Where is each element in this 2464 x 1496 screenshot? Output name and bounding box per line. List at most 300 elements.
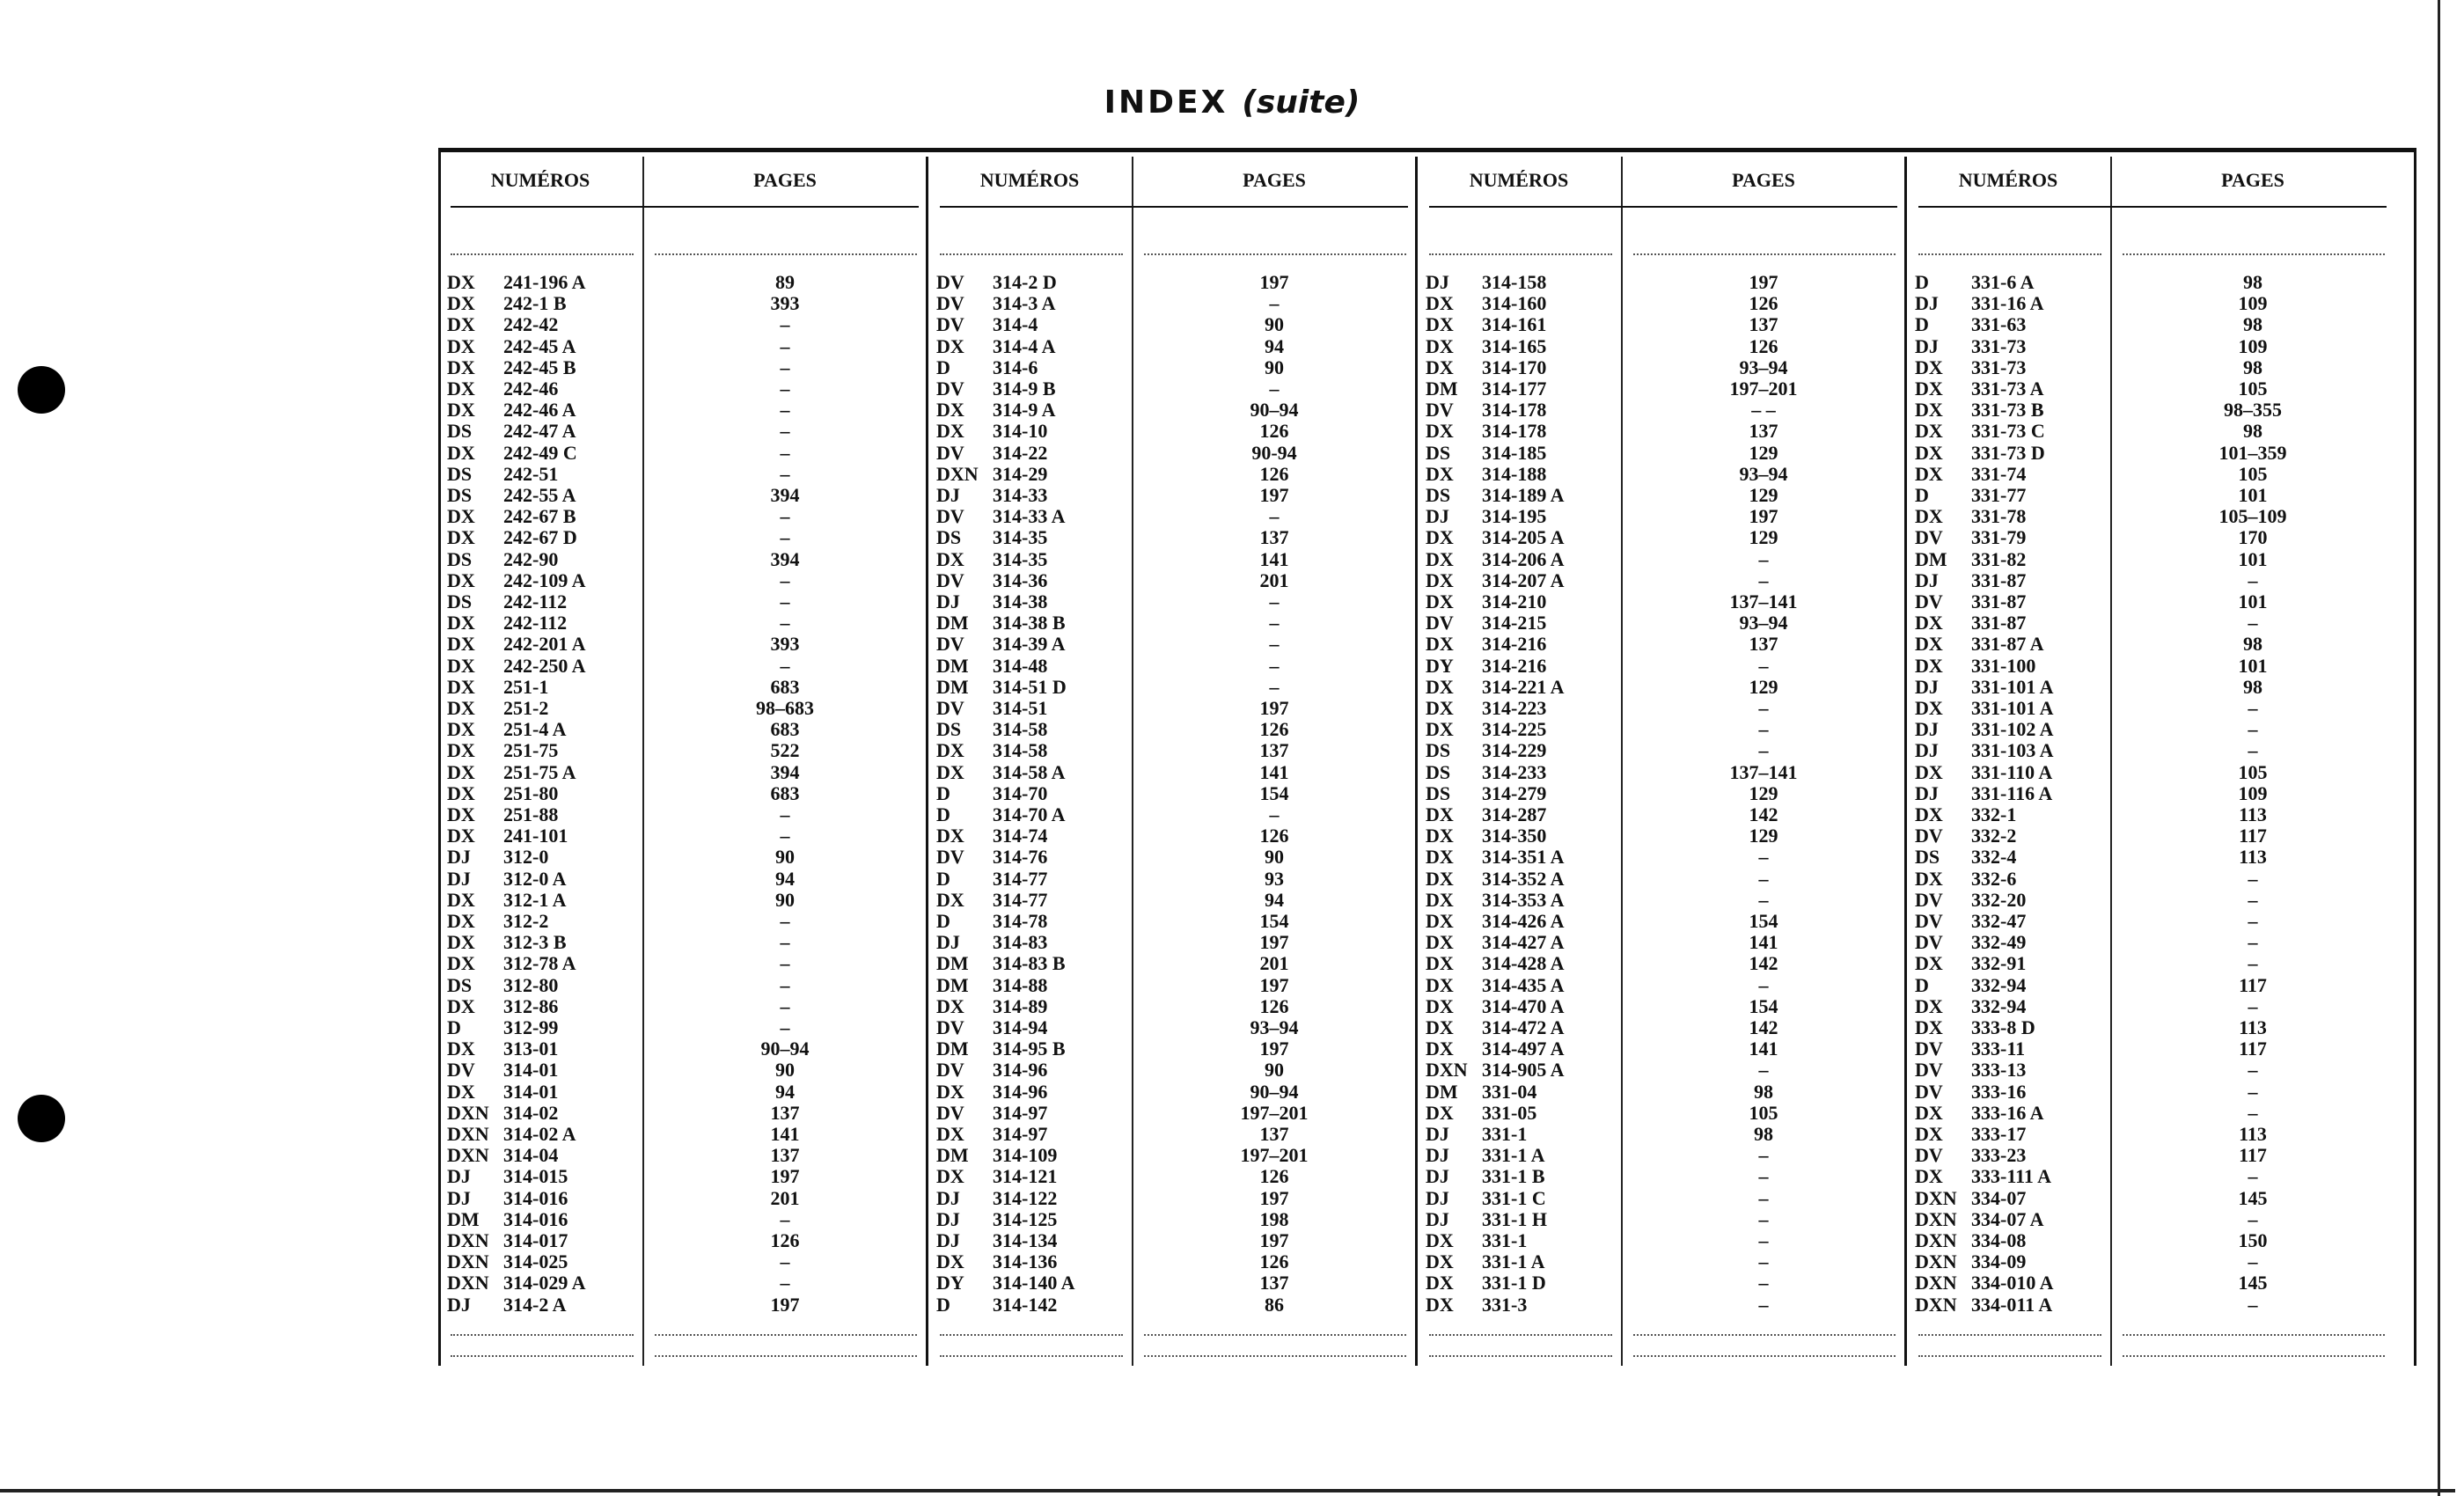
index-row [1417, 527, 1906, 548]
series-prefix: DV [1915, 526, 1943, 549]
index-row [438, 1294, 928, 1316]
index-row [1417, 506, 1906, 527]
page-reference: – [2248, 867, 2258, 890]
series-prefix: DX [936, 739, 964, 762]
series-prefix: DXN [936, 462, 979, 485]
series-prefix: DX [1915, 378, 1943, 400]
index-row [1417, 591, 1906, 612]
page-reference: 90-94 [1251, 441, 1297, 464]
series-prefix: DX [447, 952, 475, 975]
index-row [1906, 421, 2395, 442]
part-number: 333-17 [1971, 1123, 2027, 1145]
index-row [928, 847, 1417, 868]
series-prefix: DS [447, 547, 473, 570]
page-title [0, 84, 2464, 121]
page-reference: 86 [1265, 1293, 1284, 1316]
dotted-rule-bottom [1144, 1334, 1406, 1336]
index-row [1906, 1038, 2395, 1060]
series-prefix: DXN [1915, 1293, 1957, 1316]
series-prefix: DX [936, 1250, 964, 1273]
index-row [438, 443, 928, 464]
index-row [438, 975, 928, 996]
page-reference: 94 [775, 1080, 795, 1103]
series-prefix: DJ [1426, 1186, 1449, 1209]
page-reference: 105 [2238, 378, 2268, 400]
page-reference: 683 [770, 781, 800, 804]
page-reference: 522 [770, 739, 800, 762]
page-reference: 142 [1749, 803, 1778, 825]
part-number: 331-101 A [1971, 675, 2054, 698]
index-row [1906, 1082, 2395, 1103]
index-row [438, 272, 928, 293]
page-reference: – [780, 654, 790, 677]
index-row [1417, 421, 1906, 442]
series-prefix: DXN [1915, 1272, 1957, 1294]
index-column-group-4 [1906, 157, 2395, 1366]
part-number: 314-351 A [1482, 846, 1565, 869]
series-prefix: DV [936, 633, 964, 656]
series-prefix: DX [447, 739, 475, 762]
series-prefix: DX [1426, 292, 1454, 315]
index-row [1906, 634, 2395, 655]
part-number: 314-205 A [1482, 526, 1565, 549]
page-reference: 101 [2238, 654, 2268, 677]
page-reference: 129 [1749, 484, 1778, 506]
part-number: 331-79 [1971, 526, 2027, 549]
part-number: 334-07 A [1971, 1207, 2044, 1230]
page-reference: 101 [2238, 547, 2268, 570]
page-reference: 98 [1754, 1080, 1773, 1103]
series-prefix: DX [447, 718, 475, 741]
index-row [438, 1230, 928, 1251]
part-number: 332-1 [1971, 803, 2017, 825]
index-row [928, 996, 1417, 1017]
part-number: 312-3 B [503, 931, 567, 954]
series-prefix: DJ [447, 846, 471, 869]
part-number: 251-75 [503, 739, 559, 762]
header-pages: PAGES [1243, 169, 1306, 191]
index-row [928, 634, 1417, 655]
page-reference: 98 [2243, 271, 2262, 293]
part-number: 331-1 A [1482, 1250, 1545, 1273]
page-reference: 137 [1259, 1272, 1289, 1294]
part-number: 241-101 [503, 825, 568, 847]
part-number: 314-225 [1482, 718, 1547, 741]
series-prefix: DJ [936, 1186, 960, 1209]
page-reference: 141 [1749, 931, 1778, 954]
page-reference: 137 [1749, 313, 1778, 336]
part-number: 333-13 [1971, 1059, 2027, 1082]
page-reference: 101–359 [2218, 441, 2287, 464]
page-reference: 101 [2238, 484, 2268, 506]
page-reference: 201 [1259, 568, 1289, 591]
series-prefix: DX [447, 675, 475, 698]
index-row [928, 783, 1417, 804]
series-prefix: DJ [936, 590, 960, 612]
series-prefix: DM [1915, 547, 1947, 570]
page-reference: 154 [1259, 781, 1289, 804]
part-number: 312-80 [503, 973, 559, 996]
page-reference: 137–141 [1729, 590, 1798, 612]
part-number: 242-67 D [503, 526, 577, 549]
series-prefix: DX [447, 1038, 475, 1060]
page-reference: – [780, 441, 790, 464]
page-reference: 170 [2238, 526, 2268, 549]
index-row [438, 421, 928, 442]
part-number: 314-3 A [993, 292, 1056, 315]
page-reference: – [780, 462, 790, 485]
part-number: 332-6 [1971, 867, 2017, 890]
index-column-group-3 [1417, 157, 1906, 1366]
page-reference: 126 [770, 1229, 800, 1251]
dotted-rule-bottom [940, 1334, 1123, 1336]
part-number: 314-58 A [993, 760, 1066, 783]
part-number: 251-2 [503, 697, 549, 719]
page-reference: – [780, 1207, 790, 1230]
page-reference: 109 [2238, 292, 2268, 315]
page-reference: 129 [1749, 526, 1778, 549]
part-number: 314-97 [993, 1123, 1048, 1145]
index-row [1417, 1145, 1906, 1166]
series-prefix: DX [447, 1080, 475, 1103]
index-row [438, 890, 928, 911]
page-reference: – [2248, 739, 2258, 762]
dotted-rule-bottom [1918, 1334, 2101, 1336]
series-prefix: DX [1426, 803, 1454, 825]
part-number: 314-134 [993, 1229, 1058, 1251]
index-row [928, 1103, 1417, 1124]
part-number: 242-90 [503, 547, 559, 570]
page-reference: 126 [1259, 718, 1289, 741]
series-prefix: DM [1426, 1080, 1458, 1103]
series-prefix: DX [1426, 547, 1454, 570]
part-number: 331-73 D [1971, 441, 2045, 464]
dotted-rule-bottom [1144, 1355, 1406, 1357]
series-prefix: DV [936, 1059, 964, 1082]
series-prefix: DX [1426, 633, 1454, 656]
part-number: 333-16 [1971, 1080, 2027, 1103]
page-reference: 90 [1265, 1059, 1284, 1082]
index-row [1906, 1103, 2395, 1124]
series-prefix: D [936, 781, 950, 804]
page-reference: – [1758, 739, 1769, 762]
page-reference: 197 [1749, 271, 1778, 293]
page-reference: 98 [2243, 313, 2262, 336]
part-number: 332-91 [1971, 952, 2027, 975]
part-number: 314-016 [503, 1186, 568, 1209]
index-row [1906, 1294, 2395, 1316]
part-number: 331-63 [1971, 313, 2027, 336]
index-row [1417, 357, 1906, 378]
page-reference: 90 [1265, 356, 1284, 378]
series-prefix: DX [1426, 675, 1454, 698]
part-number: 314-02 A [503, 1123, 576, 1145]
part-number: 314-2 D [993, 271, 1057, 293]
page-reference: – [780, 1016, 790, 1038]
series-prefix: DXN [447, 1123, 489, 1145]
part-number: 312-2 [503, 910, 549, 932]
index-row [438, 1038, 928, 1060]
series-prefix: DV [1915, 825, 1943, 847]
page-reference: 137 [770, 1144, 800, 1167]
page-reference: – [1269, 803, 1280, 825]
index-column-group-1 [438, 157, 928, 1366]
index-row [438, 825, 928, 847]
series-prefix: DX [447, 888, 475, 911]
index-row [1906, 1251, 2395, 1272]
part-number: 314-195 [1482, 505, 1547, 528]
page-reference: 98 [2243, 420, 2262, 443]
page-reference: 197 [1259, 1186, 1289, 1209]
index-row [928, 1082, 1417, 1103]
page-reference: – [1758, 867, 1769, 890]
page-reference: 198 [1259, 1207, 1289, 1230]
part-number: 332-20 [1971, 888, 2027, 911]
page-reference: 393 [770, 292, 800, 315]
page-reference: – [2248, 697, 2258, 719]
page-reference: 141 [1259, 547, 1289, 570]
part-number: 314-029 A [503, 1272, 586, 1294]
index-row [438, 634, 928, 655]
index-row [1906, 591, 2395, 612]
index-row [1906, 272, 2395, 293]
page-reference: 137 [1259, 1123, 1289, 1145]
index-row [1417, 1060, 1906, 1081]
series-prefix: DX [447, 654, 475, 677]
index-row [438, 612, 928, 634]
series-prefix: DX [1426, 952, 1454, 975]
page-reference: 93 [1265, 867, 1284, 890]
index-row [438, 719, 928, 740]
index-row [928, 1230, 1417, 1251]
page-reference: 150 [2238, 1229, 2268, 1251]
part-number: 332-4 [1971, 846, 2017, 869]
page-reference: – [780, 505, 790, 528]
index-row [1906, 506, 2395, 527]
part-number: 314-121 [993, 1165, 1058, 1188]
part-number: 331-1 B [1482, 1165, 1545, 1188]
index-row [1417, 1124, 1906, 1145]
page-reference: – [780, 313, 790, 336]
series-prefix: DX [1915, 356, 1943, 378]
index-row [928, 549, 1417, 570]
page-reference: 142 [1749, 952, 1778, 975]
series-prefix: DS [447, 462, 473, 485]
index-row [438, 527, 928, 548]
page-reference: 197 [1259, 697, 1289, 719]
page-reference: – [1269, 292, 1280, 315]
page-reference: – [1269, 590, 1280, 612]
series-prefix: DX [1426, 313, 1454, 336]
part-number: 312-0 [503, 846, 549, 869]
page-reference: 101 [2238, 590, 2268, 612]
page-reference: – [1269, 675, 1280, 698]
part-number: 314-428 A [1482, 952, 1565, 975]
index-row [1906, 1017, 2395, 1038]
page-reference: 201 [1259, 952, 1289, 975]
part-number: 331-87 [1971, 568, 2027, 591]
part-number: 314-95 B [993, 1038, 1066, 1060]
part-number: 242-55 A [503, 484, 576, 506]
index-row [438, 591, 928, 612]
page-reference: – [1758, 1229, 1769, 1251]
part-number: 314-178 [1482, 399, 1547, 422]
index-row [928, 443, 1417, 464]
part-number: 331-103 A [1971, 739, 2054, 762]
page-reference: 90 [775, 1059, 795, 1082]
part-number: 314-33 A [993, 505, 1066, 528]
part-number: 314-48 [993, 654, 1048, 677]
index-row [928, 1251, 1417, 1272]
series-prefix: DV [447, 1059, 475, 1082]
index-row [1906, 953, 2395, 974]
index-row [1417, 719, 1906, 740]
index-row [928, 656, 1417, 677]
part-number: 331-100 [1971, 654, 2036, 677]
index-row [1417, 890, 1906, 911]
series-prefix: DX [1426, 1293, 1454, 1316]
page-reference: – [780, 526, 790, 549]
part-number: 314-125 [993, 1207, 1058, 1230]
part-number: 314-58 [993, 739, 1048, 762]
page-reference: 98–683 [756, 697, 814, 719]
part-number: 331-87 A [1971, 633, 2044, 656]
part-number: 314-04 [503, 1144, 559, 1167]
index-row [1906, 804, 2395, 825]
page-reference: 197 [1259, 1038, 1289, 1060]
series-prefix: DX [1915, 760, 1943, 783]
index-row [1906, 400, 2395, 421]
series-prefix: DM [447, 1207, 480, 1230]
part-number: 331-116 A [1971, 781, 2053, 804]
series-prefix: DV [1915, 931, 1943, 954]
part-number: 312-86 [503, 994, 559, 1017]
part-number: 331-1 H [1482, 1207, 1547, 1230]
page-reference: – [780, 910, 790, 932]
page-reference: 109 [2238, 334, 2268, 357]
series-prefix: DJ [1426, 271, 1449, 293]
page-reference: 90 [1265, 846, 1284, 869]
part-number: 314-223 [1482, 697, 1547, 719]
part-number: 314-2 A [503, 1293, 567, 1316]
page-reference: – [1269, 505, 1280, 528]
index-row [438, 400, 928, 421]
part-number: 333-8 D [1971, 1016, 2035, 1038]
series-prefix: DV [1426, 612, 1454, 634]
header-rule [940, 206, 1408, 208]
series-prefix: DX [447, 378, 475, 400]
index-row [1417, 932, 1906, 953]
page-reference: 105 [2238, 760, 2268, 783]
series-prefix: DX [936, 547, 964, 570]
series-prefix: DM [936, 1038, 969, 1060]
series-prefix: D [447, 1016, 461, 1038]
page-reference: 117 [2239, 973, 2267, 996]
page-reference: – [1269, 612, 1280, 634]
part-number: 333-11 [1971, 1038, 2026, 1060]
index-row [438, 293, 928, 314]
series-prefix: DX [1426, 867, 1454, 890]
series-prefix: DXN [1426, 1059, 1468, 1082]
part-number: 314-36 [993, 568, 1048, 591]
series-prefix: DX [1915, 697, 1943, 719]
series-prefix: DX [447, 568, 475, 591]
series-prefix: DJ [447, 1293, 471, 1316]
index-row [928, 932, 1417, 953]
series-prefix: DJ [1915, 334, 1939, 357]
index-row [1906, 719, 2395, 740]
series-prefix: DS [1426, 760, 1451, 783]
part-number: 331-74 [1971, 462, 2027, 485]
page-reference: 94 [775, 867, 795, 890]
part-number: 242-201 A [503, 633, 586, 656]
part-number: 314-02 [503, 1101, 559, 1124]
series-prefix: DXN [1915, 1250, 1957, 1273]
index-row [928, 1145, 1417, 1166]
index-row [928, 336, 1417, 357]
header-pages: PAGES [1732, 169, 1795, 191]
part-number: 314-9 A [993, 399, 1056, 422]
page-reference: – [1758, 1272, 1769, 1294]
series-prefix: DV [936, 313, 964, 336]
dotted-rule-top [1144, 253, 1406, 255]
part-number: 331-1 [1482, 1123, 1528, 1145]
dotted-rule-bottom [2123, 1355, 2385, 1357]
index-row [928, 506, 1417, 527]
series-prefix: DXN [1915, 1186, 1957, 1209]
page-reference: 197 [770, 1293, 800, 1316]
index-row [928, 762, 1417, 783]
index-column-group-2 [928, 157, 1417, 1366]
page-reference: 98 [2243, 633, 2262, 656]
dotted-rule-top [655, 253, 917, 255]
page-reference: – – [1751, 399, 1776, 422]
part-number: 314-215 [1482, 612, 1547, 634]
part-number: 314-426 A [1482, 910, 1565, 932]
series-prefix: DX [936, 1165, 964, 1188]
series-prefix: DS [447, 590, 473, 612]
series-prefix: DX [1915, 399, 1943, 422]
index-row [438, 1272, 928, 1294]
page-reference: 94 [1265, 888, 1284, 911]
page-reference: 129 [1749, 675, 1778, 698]
part-number: 332-49 [1971, 931, 2027, 954]
series-prefix: DX [447, 334, 475, 357]
page-reference: – [2248, 1207, 2258, 1230]
index-row [1417, 1230, 1906, 1251]
page-reference: – [2248, 718, 2258, 741]
page-reference: 90 [1265, 313, 1284, 336]
part-number: 314-435 A [1482, 973, 1565, 996]
index-row [928, 719, 1417, 740]
series-prefix: DJ [1426, 1144, 1449, 1167]
series-prefix: DM [936, 952, 969, 975]
series-prefix: DX [936, 399, 964, 422]
part-number: 314-015 [503, 1165, 568, 1188]
page-reference: – [780, 568, 790, 591]
index-row [1417, 464, 1906, 485]
series-prefix: DV [936, 441, 964, 464]
part-number: 314-142 [993, 1293, 1058, 1316]
series-prefix: DX [1426, 1101, 1454, 1124]
index-row [438, 357, 928, 378]
index-row [438, 1082, 928, 1103]
series-prefix: DS [1426, 739, 1451, 762]
series-prefix: DV [1915, 1038, 1943, 1060]
page-reference: – [780, 803, 790, 825]
part-number: 334-09 [1971, 1250, 2027, 1273]
index-row [1906, 314, 2395, 335]
